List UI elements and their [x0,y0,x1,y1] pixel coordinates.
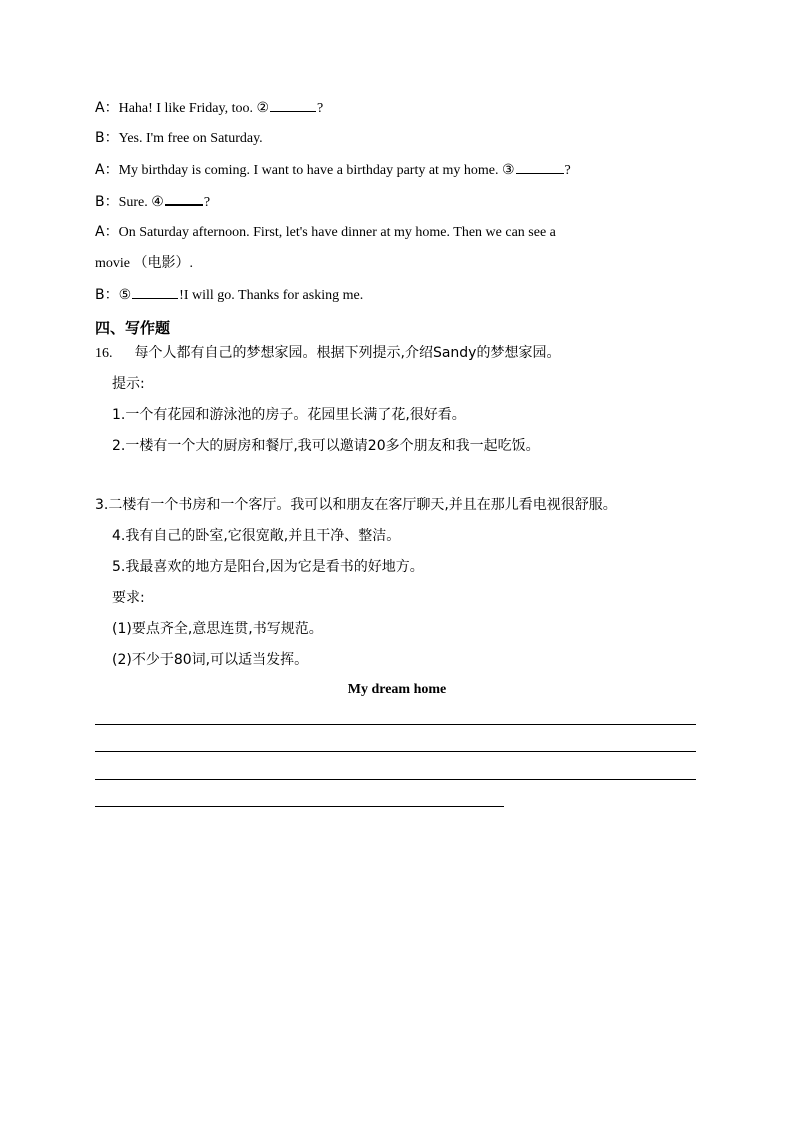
dialogue-text-end: . [189,256,193,271]
answer-blank-3[interactable] [516,159,564,174]
speaker-label: A： [95,162,119,178]
dialogue-text-end: !I will go. Thanks for asking me. [179,288,364,303]
dialogue-line-1 [95,97,323,119]
requirement-item: (2)不少于80词,可以适当发挥。 [112,652,309,668]
dialogue-line-2 [95,128,263,149]
answer-blank-4[interactable] [165,190,203,206]
speaker-label: B： [95,130,119,146]
dialogue-text: My birthday is coming. I want to have a birthday party at my home. ③ [118,163,515,178]
dialogue-line-5 [95,222,556,243]
hint-item: 1.一个有花园和游泳池的房子。花园里长满了花,很好看。 [112,407,466,423]
writing-line[interactable] [95,779,696,780]
speaker-label: B： [95,194,119,210]
question-prompt [95,343,560,364]
speaker-label: A： [95,224,119,240]
dialogue-text: Yes. I'm free on Saturday. [118,131,263,146]
question-number: 16. [95,346,113,361]
dialogue-line-3 [95,159,571,181]
essay-title: My dream home [347,682,447,697]
hint-item: 4.我有自己的卧室,它很宽敞,并且干净、整洁。 [112,528,401,544]
dialogue-text: movie [95,256,134,271]
requirement-item: (1)要点齐全,意思连贯,书写规范。 [112,621,323,637]
writing-line[interactable] [95,724,696,725]
answer-blank-5[interactable] [132,284,178,299]
dialogue-text: Haha! I like Friday, too. ② [118,101,270,116]
question-text: 每个人都有自己的梦想家园。根据下列提示,介绍Sandy的梦想家园。 [134,345,561,361]
dialogue-text: Sure. ④ [118,195,164,210]
dialogue-text-end: ? [317,101,324,116]
hint-item: 3.二楼有一个书房和一个客厅。我可以和朋友在客厅聊天,并且在那儿看电视很舒服。 [95,497,617,513]
dialogue-text-end: ? [203,195,211,210]
speaker-label: A： [95,100,119,116]
writing-line[interactable] [95,806,504,807]
dialogue-text: On Saturday afternoon. First, let's have dinner at my home. Then we can see a [118,225,556,240]
requirements-label: 要求: [112,590,145,606]
dialogue-text-cn: （电影） [133,255,190,271]
writing-line[interactable] [95,751,696,752]
dialogue-text-end: ? [564,163,571,178]
dialogue-line-4 [95,190,210,213]
dialogue-line-6 [95,253,193,274]
hint-item: 5.我最喜欢的地方是阳台,因为它是看书的好地方。 [112,559,424,575]
hint-item: 2.一楼有一个大的厨房和餐厅,我可以邀请20多个朋友和我一起吃饭。 [112,438,540,454]
speaker-label: B： [95,287,119,303]
answer-blank-2[interactable] [270,97,316,112]
hint-label: 提示: [112,376,145,392]
dialogue-text: ⑤ [118,288,132,303]
dialogue-line-7 [95,284,363,306]
section-title: 四、写作题 [95,319,171,337]
